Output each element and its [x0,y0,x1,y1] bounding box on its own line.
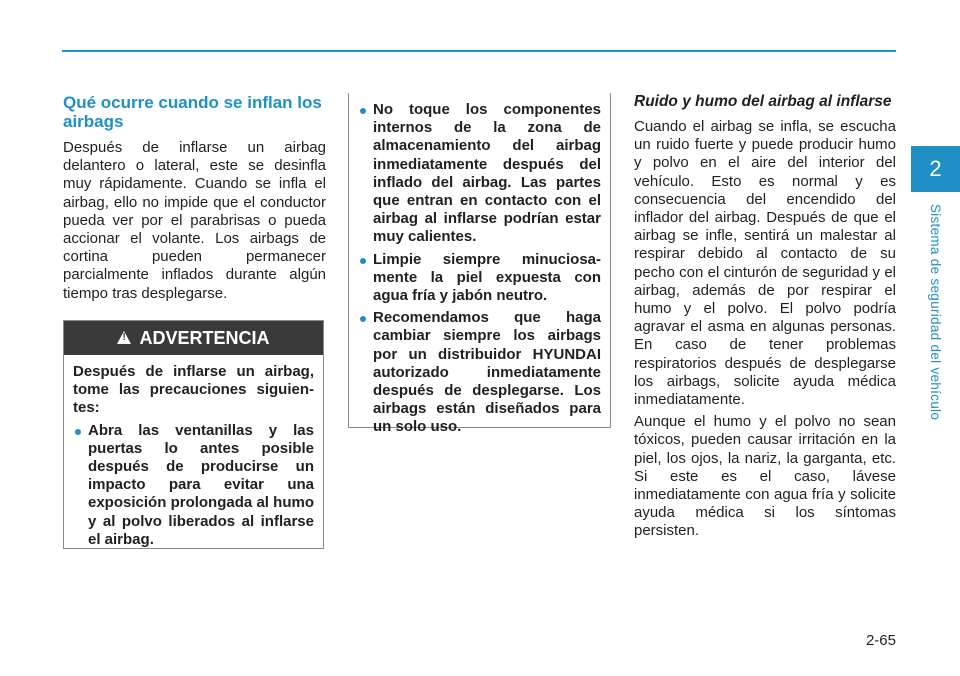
subsection-paragraph: Aunque el humo y el polvo no sean tóxicos, pueden causar irritación en la piel, los ojos, la nariz, la garganta, etc. Si este es el caso, lávese inmediatamente con agua fría y solicite ayuda médica si los síntomas persisten. [634,413,896,540]
chapter-number: 2 [929,156,942,181]
section-heading: Qué ocurre cuando se inflan los airbags [63,93,322,131]
section-airbag-inflation [63,93,326,307]
subsection-paragraph: Cuando el airbag se infla, se escucha un ruido fuerte y puede producir humo y polvo en el aire del interior del vehículo. Esto es normal y es consecuencia del encendido del inflador del airbag. Después de que el airbag se infle, sentirá un malestar al respirar debido al contacto de su pecho con el cinturón de seguridad y el airbag, además de por respirar el humo y el polvo. El polvo podría agravar el asma en algunas personas. En caso de tener problemas respiratorios después de desplegarse los airbags, solicite ayuda médica inmediatamente. [634,118,896,409]
header-rule [62,50,896,52]
warning-continued-list [358,101,601,437]
warning-header [64,321,323,355]
section-airbag-noise-smoke [634,93,896,545]
warning-box [63,320,324,549]
warning-item: No toque los componentes internos de la zona de almacenamiento del airbag inmediatamente después del inflado del airbag. Las partes que entran en contacto con el airbag al inflarse podrían estar muy calientes. [358,101,601,247]
warning-intro: Después de inflarse un airbag, tome las precauciones siguien-tes: [73,363,314,417]
warning-continued-box [348,93,611,436]
warning-item: Abra las ventanillas y las puertas lo antes posible después de producirse un impacto para evitar una exposición prolongada al humo y al polvo liberados al inflarse el airbag. [73,422,314,549]
subsection-heading: Ruido y humo del airbag al inflarse [634,93,892,110]
warning-item: Recomendamos que haga cambiar siempre los airbags por un distribuidor HYUNDAI autorizado inmediatamente después de desplegarse. Los airbags están diseñados para un solo uso. [358,309,601,436]
chapter-number-tab [911,146,960,192]
warning-list [73,422,314,549]
page-number: 2-65 [865,632,896,649]
warning-item: Limpie siempre minuciosa-mente la piel expuesta con agua fría y jabón neutro. [358,251,601,306]
warning-triangle-icon [117,331,131,344]
chapter-title: Sistema de seguridad del vehículo [928,203,943,421]
warning-title: ADVERTENCIA [139,327,270,348]
warning-body [64,355,323,549]
section-body: Después de inflarse un airbag delantero o lateral, este se desinfla muy rápidamente. Cuando se infla el airbag, ello no impide que el conductor pueda ver por el parabrisas o pueda accionar el volante. Los airbags de cortina pueden permanecer parcialmente inflados durante algún tiempo tras desplegarse. [63,139,326,302]
